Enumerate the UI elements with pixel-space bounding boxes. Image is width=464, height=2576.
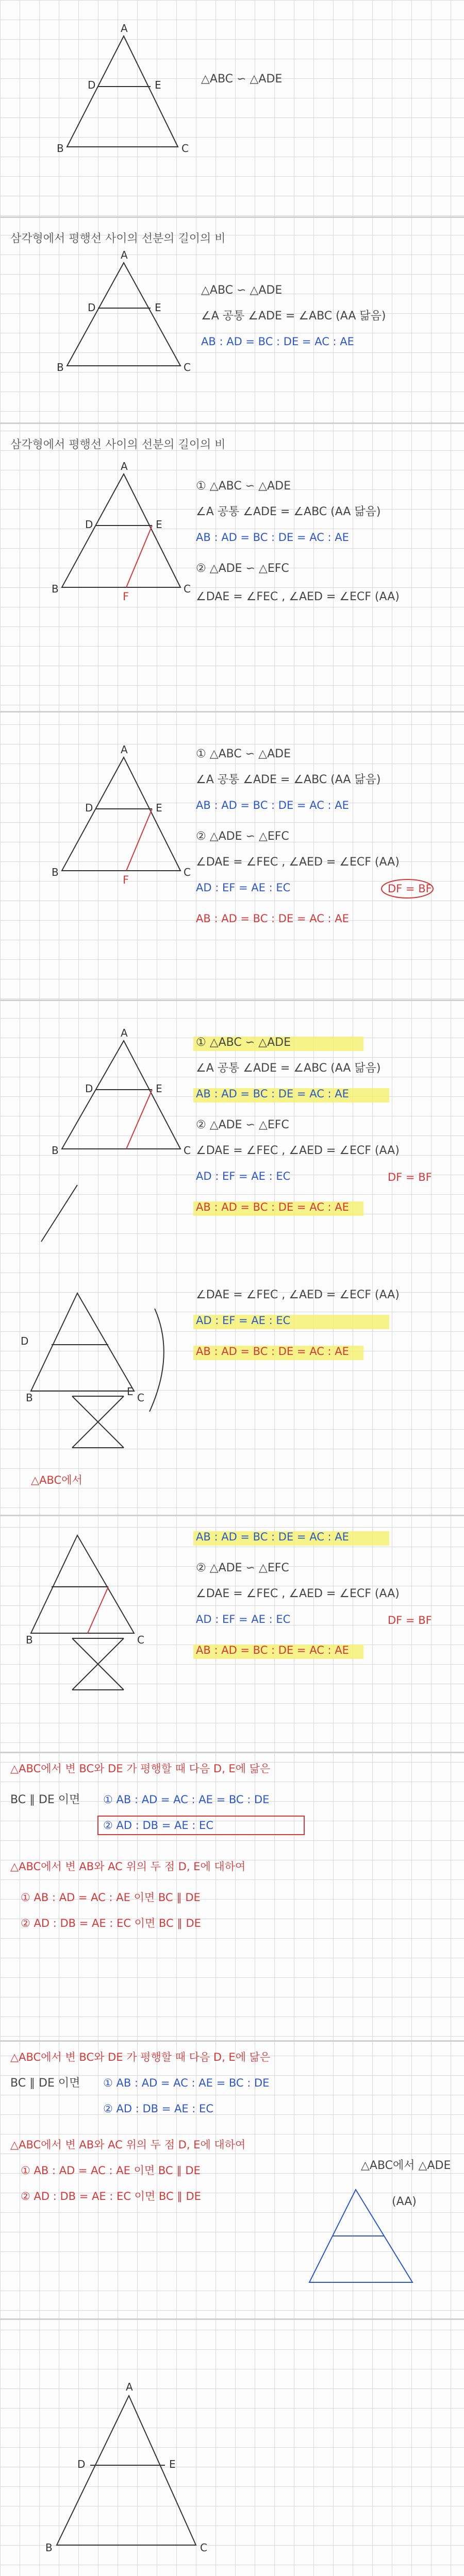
theorem-item-2: ② AD : DB = AE : EC bbox=[103, 2103, 213, 2115]
ratio-2: AD : EF = AE : EC bbox=[196, 882, 291, 894]
panel-8 bbox=[0, 1752, 464, 2020]
vertex-c: C bbox=[184, 361, 191, 374]
reason-1: ∠A 공통 ∠ADE = ∠ABC (AA 닮음) bbox=[196, 505, 381, 518]
vertex-a: A bbox=[121, 743, 128, 756]
ratio-1: AB : AD = BC : DE = AC : AE bbox=[196, 531, 349, 544]
vertex-e: E bbox=[155, 79, 161, 91]
vertex-e: E bbox=[156, 802, 162, 814]
ratio-1: AB : AD = BC : DE = AC : AE bbox=[196, 799, 349, 811]
panel-2 bbox=[0, 216, 464, 412]
similarity-2: ② △ADE ∽ △EFC bbox=[196, 562, 289, 575]
similarity-1: ① △ABC ∽ △ADE bbox=[196, 480, 291, 493]
reason-2: ∠DAE = ∠FEC , ∠AED = ∠ECF (AA) bbox=[196, 1144, 400, 1157]
df-equals-bf: DF = BF bbox=[388, 883, 432, 895]
ratio-2: AD : EF = AE : EC bbox=[196, 1314, 291, 1327]
similarity-2: ② △ADE ∽ △EFC bbox=[196, 1562, 289, 1574]
page-title: 삼각형에서 평행선 사이의 선분의 길이의 비 bbox=[10, 438, 226, 451]
ratio-text: AB : AD = BC : DE = AC : AE bbox=[201, 335, 354, 348]
side-note: △ABC에서 △ADE bbox=[361, 2159, 451, 2172]
page-title: 삼각형에서 평행선 사이의 선분의 길이의 비 bbox=[10, 232, 226, 245]
reason-2: ∠DAE = ∠FEC , ∠AED = ∠ECF (AA) bbox=[196, 1289, 400, 1301]
vertex-c: C bbox=[184, 1144, 191, 1157]
converse-line: △ABC에서 변 AB와 AC 위의 두 점 D, E에 대하여 bbox=[10, 1860, 246, 1873]
vertex-a: A bbox=[121, 249, 128, 261]
panel-7 bbox=[0, 1515, 464, 1752]
ratio-2: AD : EF = AE : EC bbox=[196, 1170, 291, 1182]
panel-3 bbox=[0, 422, 464, 701]
vertex-f: F bbox=[123, 590, 129, 603]
ratio-1: AB : AD = BC : DE = AC : AE bbox=[196, 1088, 349, 1100]
theorem-condition: BC ∥ DE 이면 bbox=[10, 1793, 80, 1806]
ratio-2: AD : EF = AE : EC bbox=[196, 1613, 291, 1625]
vertex-b: B bbox=[57, 142, 64, 155]
vertex-e: E bbox=[127, 1385, 134, 1398]
similarity-2: ② △ADE ∽ △EFC bbox=[196, 830, 289, 843]
vertex-d: D bbox=[85, 1082, 93, 1095]
side-note-aa: (AA) bbox=[392, 2195, 417, 2208]
theorem-line-1: △ABC에서 변 BC와 DE 가 평행할 때 다음 D, E에 닮은 bbox=[10, 1762, 271, 1775]
theorem-item-2: ② AD : DB = AE : EC bbox=[103, 1819, 213, 1832]
theorem-line-1: △ABC에서 변 BC와 DE 가 평행할 때 다음 D, E에 닮은 bbox=[10, 2051, 271, 2063]
similarity-statement: △ABC ∽ △ADE bbox=[201, 284, 283, 297]
converse-item-1: ① AB : AD = AC : AE 이면 BC ∥ DE bbox=[21, 2164, 201, 2177]
reason-2: ∠DAE = ∠FEC , ∠AED = ∠ECF (AA) bbox=[196, 590, 400, 603]
vertex-b: B bbox=[26, 1392, 33, 1404]
ratio-1: AB : AD = BC : DE = AC : AE bbox=[196, 1531, 349, 1543]
converse-item-2: ② AD : DB = AE : EC 이면 BC ∥ DE bbox=[21, 2190, 201, 2202]
reason-1: ∠A 공통 ∠ADE = ∠ABC (AA 닮음) bbox=[196, 1062, 381, 1075]
vertex-d: D bbox=[85, 802, 93, 814]
theorem-item-1: ① AB : AD = AC : AE = BC : DE bbox=[103, 1793, 270, 1806]
vertex-c: C bbox=[181, 142, 189, 155]
reason-1: ∠A 공통 ∠ADE = ∠ABC (AA 닮음) bbox=[196, 773, 381, 786]
similarity-2: ② △ADE ∽ △EFC bbox=[196, 1118, 289, 1131]
vertex-c: C bbox=[184, 583, 191, 595]
vertex-b: B bbox=[26, 1634, 33, 1646]
panel-4 bbox=[0, 711, 464, 989]
vertex-e: E bbox=[169, 2458, 176, 2470]
vertex-f: F bbox=[123, 874, 129, 886]
reason-text: ∠A 공통 ∠ADE = ∠ABC (AA 닮음) bbox=[201, 310, 386, 323]
vertex-b: B bbox=[52, 866, 59, 878]
vertex-c: C bbox=[137, 1634, 144, 1646]
similarity-1: ① △ABC ∽ △ADE bbox=[196, 748, 291, 760]
converse-line: △ABC에서 변 AB와 AC 위의 두 점 D, E에 대하여 bbox=[10, 2139, 246, 2151]
vertex-b: B bbox=[57, 361, 64, 374]
vertex-e: E bbox=[156, 1082, 162, 1095]
converse-item-2: ② AD : DB = AE : EC 이면 BC ∥ DE bbox=[21, 1917, 201, 1929]
ratio-red: AB : AD = BC : DE = AC : AE bbox=[196, 1201, 349, 1213]
panel-6 bbox=[0, 1278, 464, 1494]
vertex-d: D bbox=[85, 518, 93, 531]
vertex-d: D bbox=[77, 2458, 86, 2470]
note-text: △ABC에서 bbox=[31, 1474, 82, 1486]
similarity-statement: △ABC ∽ △ADE bbox=[201, 73, 283, 86]
theorem-condition: BC ∥ DE 이면 bbox=[10, 2077, 80, 2090]
vertex-a: A bbox=[121, 1027, 128, 1039]
df-equals-bf: DF = BF bbox=[388, 1614, 432, 1626]
vertex-e: E bbox=[156, 518, 162, 531]
vertex-c: C bbox=[200, 2541, 207, 2554]
vertex-b: B bbox=[45, 2541, 53, 2554]
vertex-d: D bbox=[21, 1335, 29, 1347]
theorem-item-1: ① AB : AD = AC : AE = BC : DE bbox=[103, 2077, 270, 2089]
vertex-e: E bbox=[155, 301, 161, 314]
vertex-c: C bbox=[137, 1392, 144, 1404]
similarity-1: ① △ABC ∽ △ADE bbox=[196, 1036, 291, 1049]
ratio-red: AB : AD = BC : DE = AC : AE bbox=[196, 1644, 349, 1656]
ratio-red: AB : AD = BC : DE = AC : AE bbox=[196, 1345, 349, 1358]
vertex-c: C bbox=[184, 866, 191, 878]
panel-1 bbox=[0, 0, 464, 206]
vertex-d: D bbox=[88, 301, 96, 314]
vertex-a: A bbox=[121, 460, 128, 472]
vertex-b: B bbox=[52, 583, 59, 595]
panel-5 bbox=[0, 999, 464, 1278]
vertex-a: A bbox=[121, 22, 128, 35]
reason-2: ∠DAE = ∠FEC , ∠AED = ∠ECF (AA) bbox=[196, 1587, 400, 1600]
vertex-a: A bbox=[126, 2381, 133, 2393]
converse-item-1: ① AB : AD = AC : AE 이면 BC ∥ DE bbox=[21, 1891, 201, 1904]
panel-9 bbox=[0, 2040, 464, 2308]
vertex-b: B bbox=[52, 1144, 59, 1157]
vertex-d: D bbox=[88, 79, 96, 91]
df-equals-bf: DF = BF bbox=[388, 1171, 432, 1183]
reason-2: ∠DAE = ∠FEC , ∠AED = ∠ECF (AA) bbox=[196, 856, 400, 869]
ratio-red: AB : AD = BC : DE = AC : AE bbox=[196, 912, 349, 925]
panel-10 bbox=[0, 2318, 464, 2576]
